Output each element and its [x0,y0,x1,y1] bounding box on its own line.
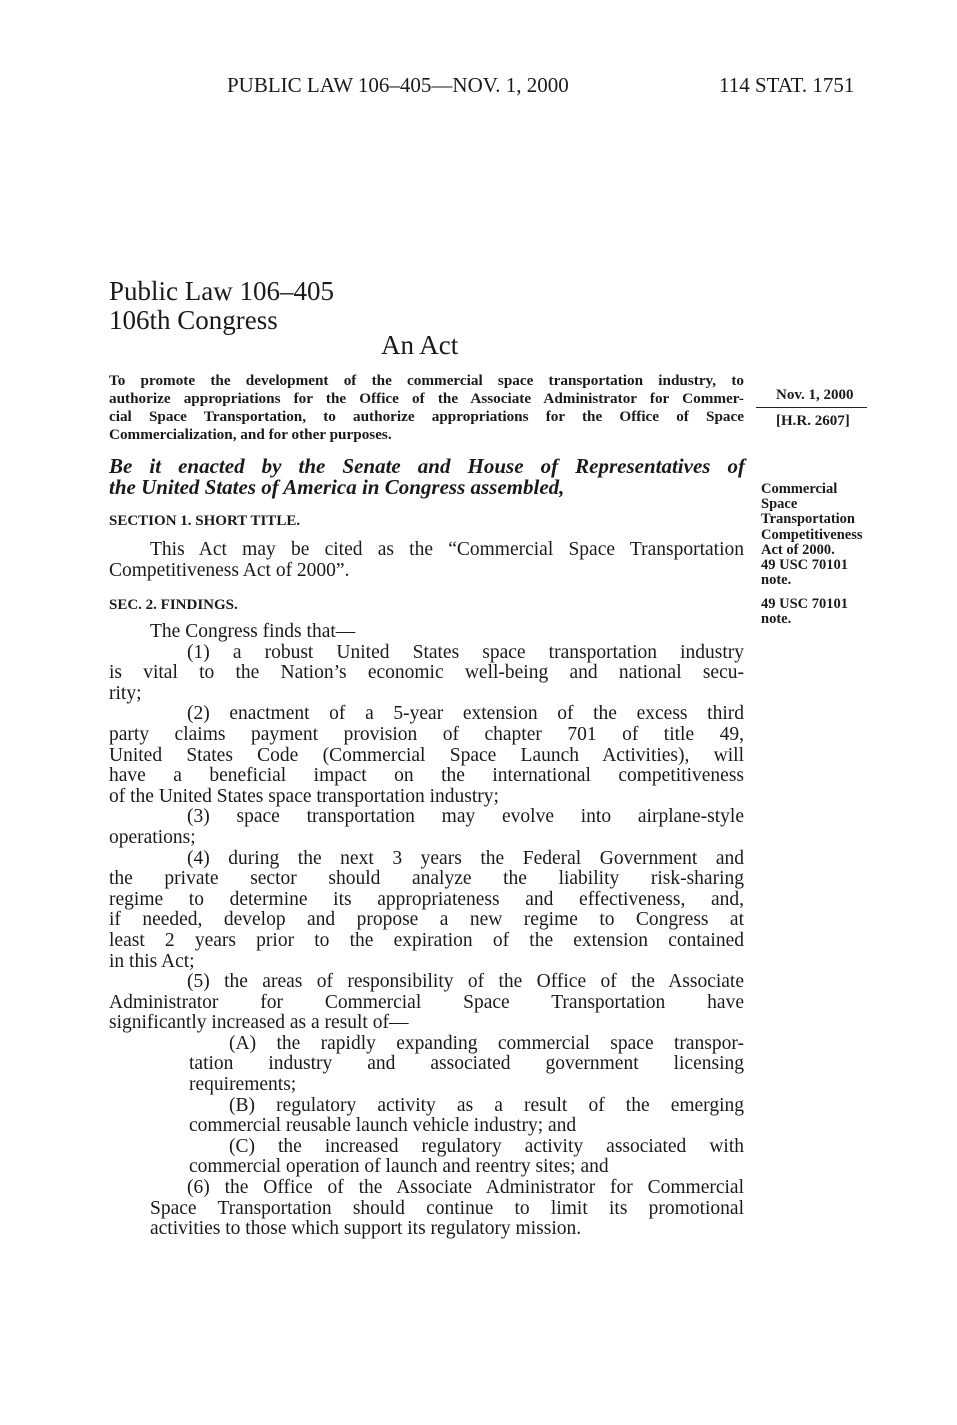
section-1-line: This Act may be cited as the “Commercial Space Transportation [150,539,744,560]
section-1-body [109,540,744,581]
findings-line: the private sector should analyze the liability risk-sharing [109,868,744,890]
margin-short-title-note [761,482,863,588]
findings-line: (4) during the next 3 years the Federal Government and [187,847,744,869]
act-heading: An Act [381,330,459,360]
findings-line: (1) a robust United States space transportation industry [187,641,744,663]
findings-line: commercial operation of launch and reentry sites; and [189,1156,609,1178]
margin-note-line: note. [761,611,792,628]
long-title-line: cial Space Transportation, to authorize appropriations for the Office of Space [109,408,744,425]
findings-line: requirements; [189,1074,297,1096]
long-title-line: Commercialization, and for other purposes. [109,426,392,443]
long-title [109,372,744,444]
section-1-line: Competitiveness Act of 2000”. [109,559,350,581]
enacting-clause [109,456,745,498]
margin-note-line: Transportation [761,511,855,528]
findings-line: (6) the Office of the Associate Administrator for Commercial [187,1177,744,1199]
public-law-title: Public Law 106–405 [109,276,334,306]
findings-line: operations; [109,826,196,848]
margin-note-line: 49 USC 70101 [761,557,849,574]
findings-line: of the United States space transportation industry; [109,785,499,807]
findings-line: (A) the rapidly expanding commercial space transpor- [229,1032,744,1054]
findings-line: The Congress finds that— [150,621,356,642]
long-title-line: To promote the development of the commercial space transportation industry, to [109,372,744,389]
findings-line: rity; [109,682,142,704]
margin-note-line: Act of 2000. [761,541,835,558]
margin-note-line: 49 USC 70101 [761,596,849,612]
enacting-line: the United States of America in Congress assembled, [109,475,565,499]
margin-rule [756,407,867,408]
findings-line: is vital to the Nation’s economic well-being and national secu- [109,662,744,684]
findings-line: (2) enactment of a 5-year extension of the excess third [187,703,744,725]
findings-line: tation industry and associated government licensing [189,1053,744,1075]
section-2-body [109,622,744,1240]
margin-bill-number: [H.R. 2607] [776,413,850,429]
findings-line: if needed, develop and propose a new regime to Congress at [109,909,744,931]
findings-line: (3) space transportation may evolve into airplane-style [187,806,744,828]
findings-line: Administrator for Commercial Space Transportation have [109,991,744,1013]
congress-label: 106th Congress [109,305,278,335]
margin-note-line: Space [761,496,798,513]
findings-line: in this Act; [109,950,195,972]
running-head-page-number: 114 STAT. 1751 [719,73,855,97]
findings-line: party claims payment provision of chapter 701 of title 49, [109,723,744,745]
findings-line: least 2 years prior to the expiration of the extension contained [109,929,744,951]
findings-line: significantly increased as a result of— [109,1012,409,1034]
findings-line: (5) the areas of responsibility of the Office of the Associate [187,971,744,993]
section-1-heading: SECTION 1. SHORT TITLE. [109,513,301,529]
findings-line: regime to determine its appropriateness and effectiveness, and, [109,888,744,910]
margin-findings-note [761,597,848,627]
findings-line: Space Transportation should continue to limit its promotional [150,1197,744,1219]
margin-note-line: Competitiveness [761,526,863,543]
margin-note-line: Commercial [761,481,838,497]
margin-date: Nov. 1, 2000 [776,387,854,403]
margin-note-line: note. [761,572,792,589]
findings-line: United States Code (Commercial Space Launch Activities), will [109,744,744,766]
long-title-line: authorize appropriations for the Office of the Associate Administrator for Commer- [109,390,744,407]
findings-line: (C) the increased regulatory activity associated with [229,1135,744,1157]
findings-line: (B) regulatory activity as a result of the emerging [229,1094,744,1116]
enacting-line: Be it enacted by the Senate and House of Representatives of [109,454,745,478]
findings-line: activities to those which support its regulatory mission. [150,1218,582,1240]
findings-line: commercial reusable launch vehicle industry; and [189,1115,577,1137]
section-2-heading: SEC. 2. FINDINGS. [109,597,238,613]
running-head-left: PUBLIC LAW 106–405—NOV. 1, 2000 [227,73,569,97]
findings-line: have a beneficial impact on the international competitiveness [109,765,744,787]
